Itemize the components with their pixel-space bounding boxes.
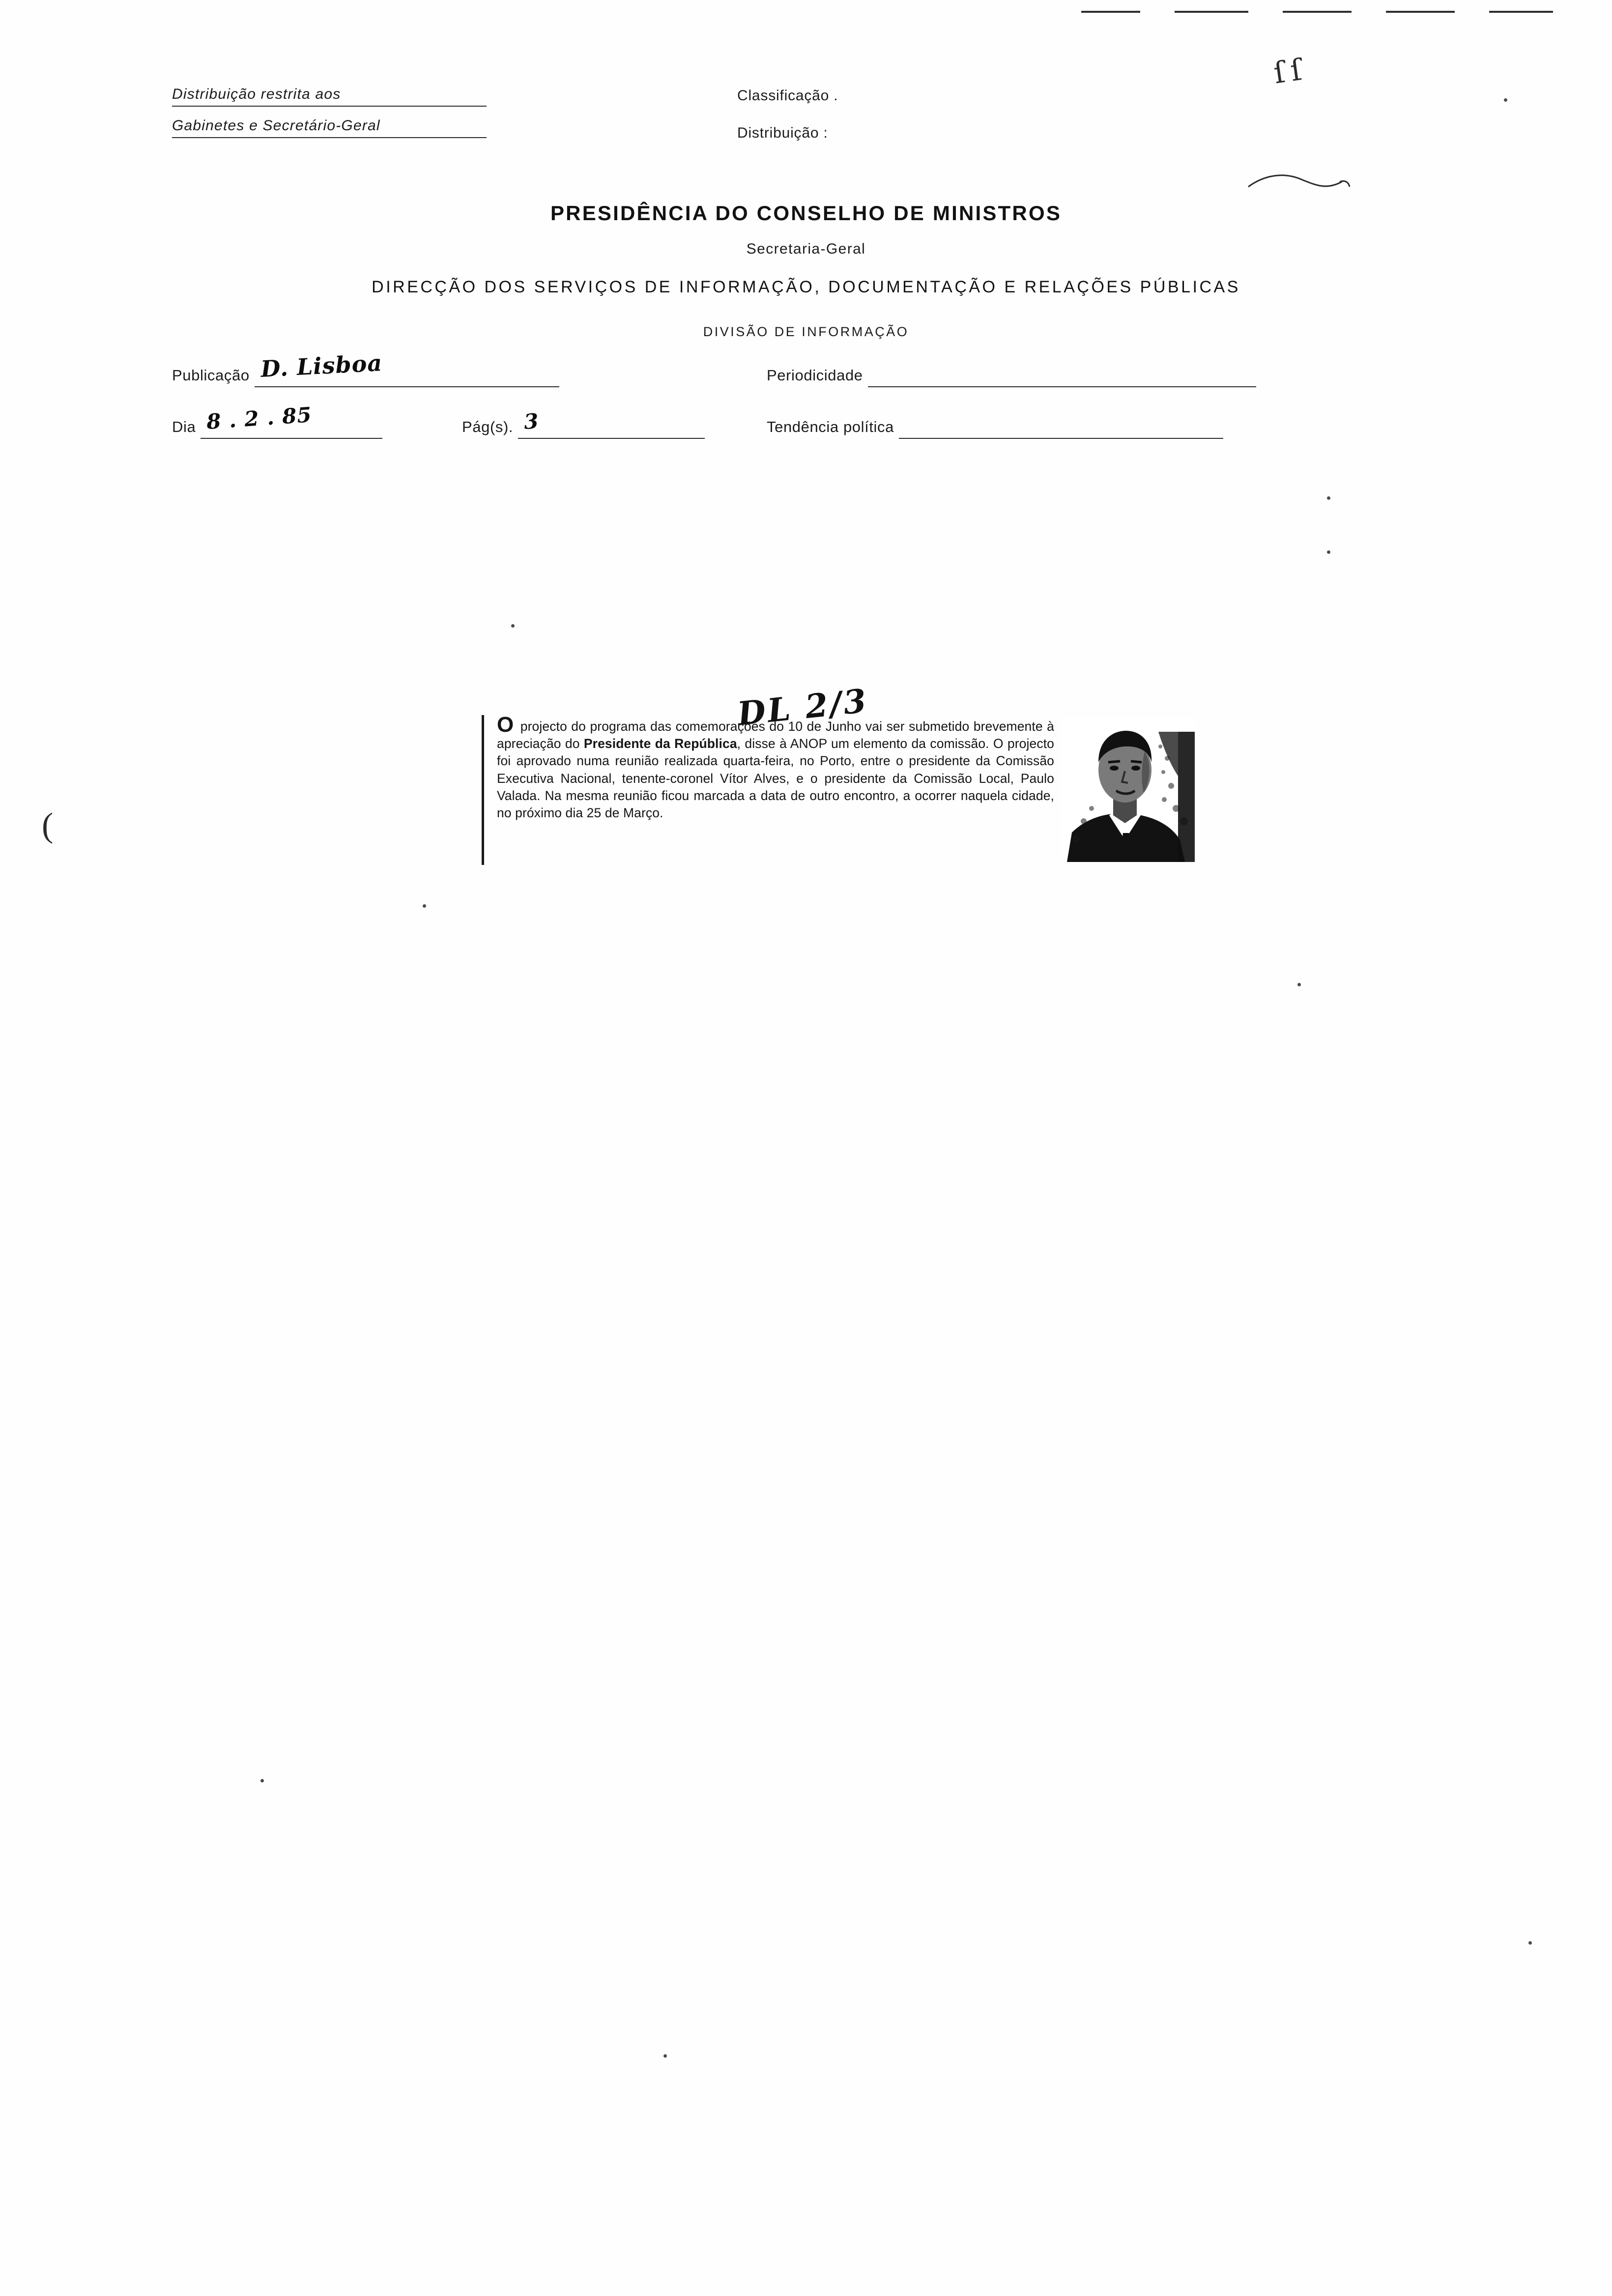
organization-directorate: DIRECÇÃO DOS SERVIÇOS DE INFORMAÇÃO, DOCUMENTAÇÃO E RELAÇÕES PÚBLICAS <box>372 278 1240 296</box>
pags-label: Pág(s). <box>462 418 514 435</box>
margin-paren-mark: ( <box>42 806 54 844</box>
form-header <box>0 0 1612 491</box>
dia-input[interactable] <box>201 402 382 439</box>
restricted-line-2: Gabinetes e Secretário-Geral <box>172 117 487 138</box>
publicacao-input[interactable] <box>255 349 559 387</box>
press-clipping <box>482 715 1195 865</box>
organization-title: PRESIDÊNCIA DO CONSELHO DE MINISTROS <box>550 201 1062 225</box>
classification-block <box>737 87 838 162</box>
scan-speck <box>511 624 515 628</box>
field-pags[interactable] <box>462 409 705 439</box>
scan-speck <box>1528 1941 1532 1945</box>
restricted-line-1: Distribuição restrita aos <box>172 86 487 107</box>
scan-speck <box>260 1779 264 1782</box>
clipping-photo <box>1062 717 1195 862</box>
scan-speck <box>663 2054 667 2058</box>
pags-value: 3 <box>523 409 540 434</box>
clipping-paragraph-start: projecto do programa das comemorações do 10 de Junho vai ser submetido brevemente à apreciação do <box>497 719 1054 751</box>
portrait-illustration <box>1062 717 1195 862</box>
publicacao-label: Publicação <box>172 367 250 384</box>
periodicidade-label: Periodicidade <box>767 367 863 384</box>
scan-speck <box>1297 983 1301 986</box>
clipping-text <box>497 715 1195 822</box>
tendencia-input[interactable] <box>899 415 1223 439</box>
field-tendencia-politica[interactable] <box>767 415 1223 439</box>
restricted-distribution-block <box>172 86 487 149</box>
dia-label: Dia <box>172 418 196 435</box>
pags-input[interactable] <box>518 409 705 439</box>
publicacao-value: D. Lisboa <box>259 349 383 382</box>
field-publicacao[interactable] <box>172 349 559 387</box>
classification-label: Classificação . <box>737 87 838 104</box>
tendencia-label: Tendência política <box>767 418 894 435</box>
clipping-bold-phrase: Presidente da República <box>583 736 737 751</box>
field-dia[interactable] <box>172 402 382 439</box>
dia-value: 8 . 2 . 85 <box>205 402 313 434</box>
clipping-paragraph-cont: , disse à ANOP um elemento da comissão. O projecto foi aprovado numa reunião realizada quarta-feira, no Porto, entre o presidente da Comissão Executiva Nacional, tenente-coronel Vítor Alves, e o presidente da Comissão Local, Paulo Valada. Na mesma reunião ficou marcada a data de outro encontro, a ocorrer naquela cidade, no próximo dia 25 de Março. <box>497 736 1054 821</box>
periodicidade-input[interactable] <box>868 364 1256 387</box>
distribution-label: Distribuição : <box>737 125 828 141</box>
organization-division: DIVISÃO DE INFORMAÇÃO <box>703 324 909 339</box>
organization-subtitle: Secretaria-Geral <box>746 241 866 257</box>
scan-speck <box>423 904 426 908</box>
scan-speck <box>1327 550 1330 554</box>
field-periodicidade[interactable] <box>767 364 1256 387</box>
clipping-dropcap: O <box>497 713 514 737</box>
handwritten-margin-annotation: DL 2/3 <box>735 681 870 733</box>
corner-scribble-mark: ſſ <box>1271 52 1310 91</box>
scan-speck <box>1327 496 1330 500</box>
